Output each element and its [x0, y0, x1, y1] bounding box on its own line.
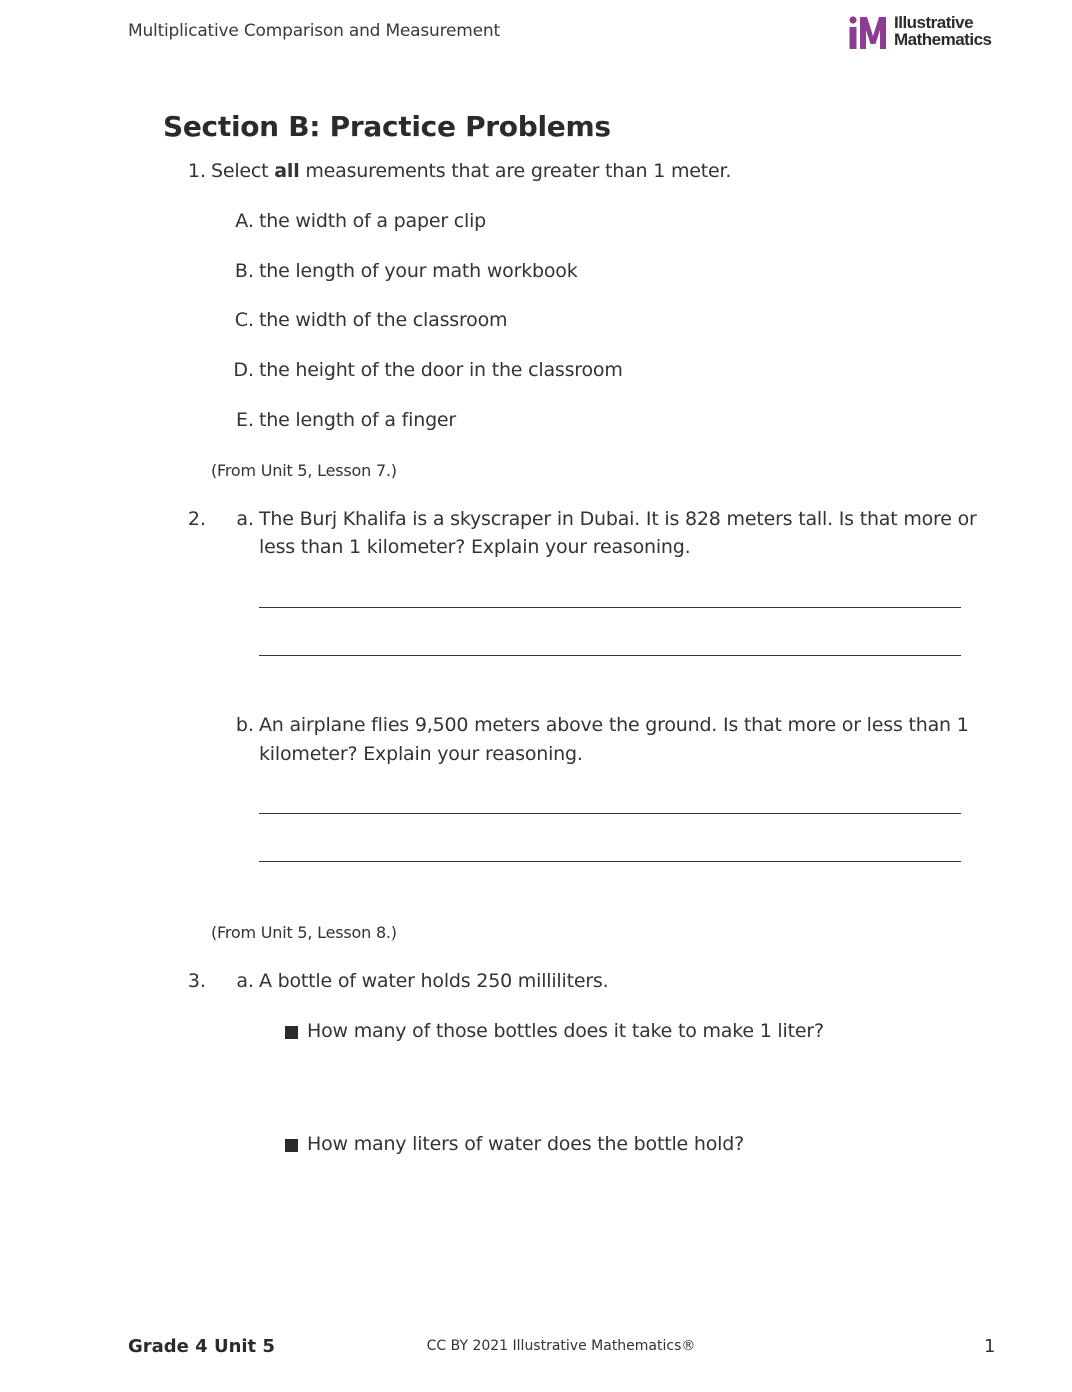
- q3a-text: A bottle of water holds 250 milliliters.: [259, 970, 609, 992]
- unit-title: Multiplicative Comparison and Measurement: [128, 21, 500, 41]
- q3a-bullet-1: How many of those bottles does it take to make 1 liter?: [307, 1020, 824, 1042]
- q3-number: 3.: [187, 970, 206, 992]
- q1-option-label: A.: [235, 210, 254, 232]
- page-number: 1: [984, 1336, 996, 1357]
- logo-line-1: Illustrative: [894, 13, 974, 32]
- q1-prompt-pre: Select: [211, 160, 275, 182]
- q1-prompt-post: measurements that are greater than 1 meter.: [299, 160, 732, 182]
- q2-number: 2.: [187, 508, 206, 530]
- illustrative-mathematics-logo: [848, 14, 998, 52]
- q1-option-text: the width of a paper clip: [259, 210, 487, 232]
- q2b-text-line-1: An airplane flies 9,500 meters above the ground. Is that more or less than 1: [259, 714, 969, 736]
- q2a-text-line-1: The Burj Khalifa is a skyscraper in Dubai. It is 828 meters tall. Is that more or: [259, 508, 977, 530]
- footer-license: CC BY 2021 Illustrative Mathematics®: [426, 1338, 696, 1354]
- q1-option-text: the height of the door in the classroom: [259, 359, 623, 381]
- q2a-text-line-2: less than 1 kilometer? Explain your reasoning.: [259, 536, 691, 558]
- q2a-label: a.: [236, 508, 254, 530]
- q1-prompt-bold: all: [274, 160, 300, 182]
- q1-option-text: the width of the classroom: [259, 309, 508, 331]
- q2b-text-line-2: kilometer? Explain your reasoning.: [259, 743, 583, 765]
- q2a-answer-line-1[interactable]: [259, 607, 961, 608]
- q2b-answer-line-2[interactable]: [259, 861, 961, 862]
- footer-grade-unit: Grade 4 Unit 5: [128, 1336, 275, 1357]
- logo-line-2: Mathematics: [894, 30, 992, 49]
- im-logo-icon: [848, 16, 888, 50]
- q3a-label: a.: [236, 970, 254, 992]
- q1-option-label: E.: [235, 409, 254, 431]
- q1-number: 1.: [187, 160, 206, 182]
- q1-option-label: C.: [234, 309, 254, 331]
- q2a-answer-line-2[interactable]: [259, 655, 961, 656]
- q1-prompt: [211, 160, 731, 182]
- q1-option-label: B.: [234, 260, 254, 282]
- square-bullet-icon: [285, 1139, 298, 1152]
- square-bullet-icon: [285, 1026, 298, 1039]
- q1-source-note: (From Unit 5, Lesson 7.): [211, 461, 397, 480]
- section-title: Section B: Practice Problems: [163, 110, 611, 143]
- q2b-label: b.: [235, 714, 254, 736]
- q2b-answer-line-1[interactable]: [259, 813, 961, 814]
- q1-option-label: D.: [233, 359, 254, 381]
- q1-option-text: the length of a finger: [259, 409, 457, 431]
- q1-option-text: the length of your math workbook: [259, 260, 578, 282]
- q3a-bullet-2: How many liters of water does the bottle hold?: [307, 1133, 744, 1155]
- q2-source-note: (From Unit 5, Lesson 8.): [211, 923, 397, 942]
